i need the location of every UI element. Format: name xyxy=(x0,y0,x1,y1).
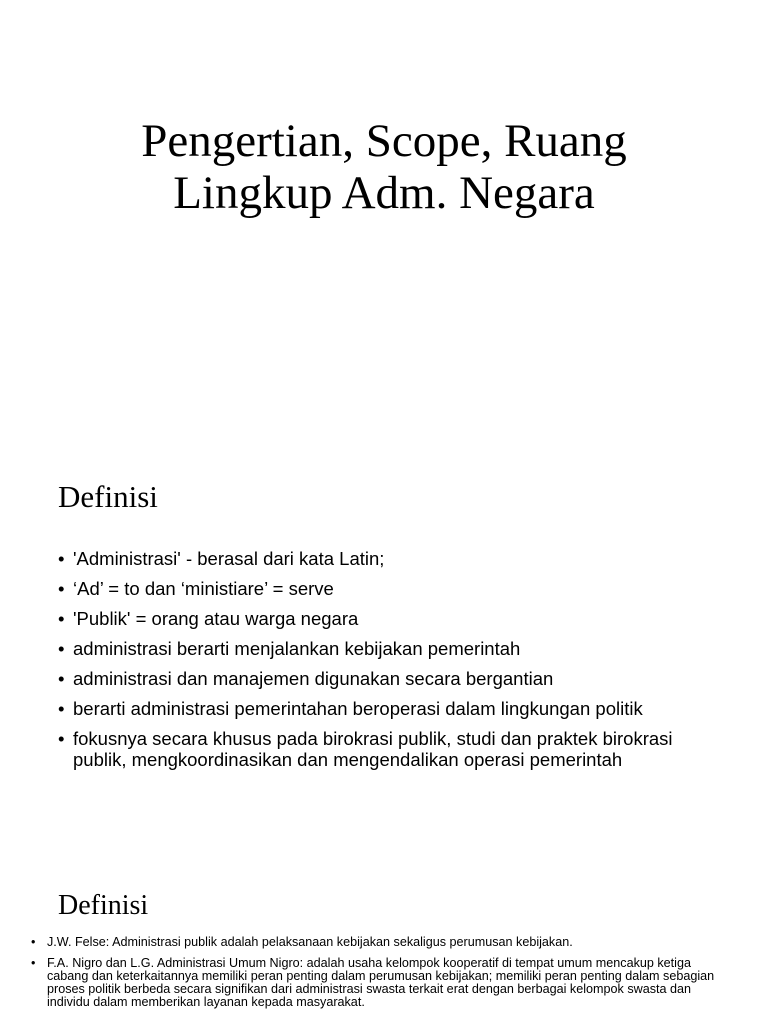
slide-title-line: Pengertian, Scope, Ruang xyxy=(141,115,627,167)
definition-slide xyxy=(0,432,768,864)
bullet-item: • 'Publik' = orang atau warga negara xyxy=(58,608,698,629)
section-heading: Definisi xyxy=(58,890,149,921)
bullet-item: • J.W. Felse: Administrasi publik adalah pelaksanaan kebijakan sekaligus perumusan kebijakan. xyxy=(31,936,731,949)
bullet-item: • 'Administrasi' - berasal dari kata Latin; xyxy=(58,548,698,569)
bullet-list xyxy=(31,936,731,1017)
title-slide xyxy=(0,0,768,432)
bullet-list xyxy=(58,548,698,779)
bullet-item: • fokusnya secara khusus pada birokrasi publik, studi dan praktek birokrasi publik, mengkoordinasikan dan mengendalikan operasi pemerintah xyxy=(58,728,698,770)
bullet-item: • administrasi dan manajemen digunakan secara bergantian xyxy=(58,668,698,689)
section-heading: Definisi xyxy=(58,479,158,514)
bullet-item: • F.A. Nigro dan L.G. Administrasi Umum Nigro: adalah usaha kelompok kooperatif di tempat umum mencakup ketiga cabang dan keterkaitannya memiliki peran penting dalam perumusan kebijakan; memiliki peran penting dalam sebagian proses politik berbeda secara signifikan dari administrasi swasta terkait erat dengan berbagai kelompok swasta dan individu dalam memberikan layanan kepada masyarakat. xyxy=(31,957,731,1009)
bullet-item: • administrasi berarti menjalankan kebijakan pemerintah xyxy=(58,638,698,659)
slide-title xyxy=(0,115,768,219)
slide-title-line: Lingkup Adm. Negara xyxy=(173,167,595,219)
bullet-item: • ‘Ad’ = to dan ‘ministiare’ = serve xyxy=(58,578,698,599)
definition-slide-2 xyxy=(0,864,768,1024)
bullet-item: • berarti administrasi pemerintahan beroperasi dalam lingkungan politik xyxy=(58,698,698,719)
